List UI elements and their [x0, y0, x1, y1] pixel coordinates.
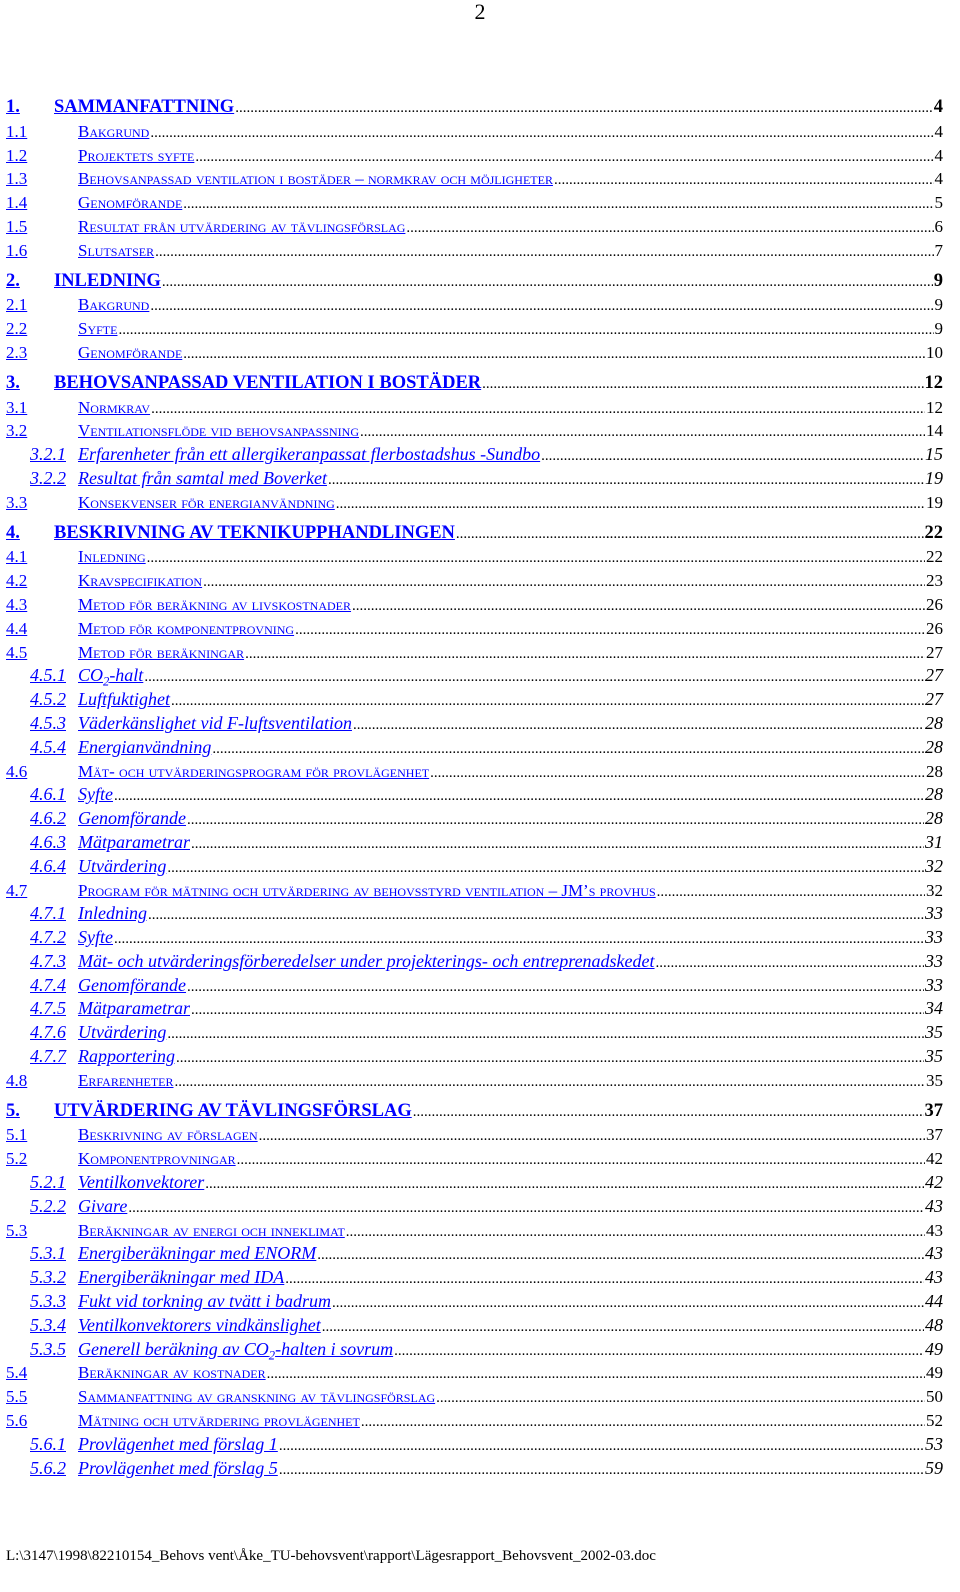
toc-entry-4-7-4[interactable] [6, 974, 943, 998]
toc-entry-page: 7 [934, 240, 943, 260]
dot-leader [147, 547, 925, 571]
toc-entry-page: 43 [926, 1220, 943, 1240]
dot-leader [541, 445, 924, 469]
toc-entry-title[interactable]: Utvärdering [78, 1022, 167, 1043]
toc-entry-5-3-1[interactable] [6, 1242, 943, 1266]
dot-leader [413, 1101, 924, 1125]
dot-leader [237, 1149, 925, 1173]
toc-entry-page: 12 [926, 397, 943, 417]
toc-entry-5-2-2[interactable] [6, 1195, 943, 1219]
dot-leader [482, 373, 923, 397]
toc-entry-5-2[interactable] [6, 1147, 943, 1171]
toc-entry-number[interactable]: 4.7.5 [30, 998, 66, 1019]
toc-entry-number[interactable]: 1. [6, 97, 20, 117]
toc-entry-title[interactable]: Givare [78, 1195, 128, 1216]
dot-leader [235, 97, 933, 121]
toc-entry-page: 34 [925, 998, 943, 1019]
toc-entry-title[interactable]: Mät- och utvärderingsförberedelser under projekterings- och entreprenadskedet [78, 950, 655, 971]
toc-entry-page: 28 [925, 736, 943, 757]
toc-entry-title[interactable]: Ventilkonvektorer [78, 1172, 205, 1193]
dot-leader [183, 343, 925, 367]
toc-entry-number[interactable]: 5.6.1 [30, 1433, 66, 1454]
toc-entry-3-1[interactable] [6, 396, 943, 420]
toc-entry-5-4[interactable] [6, 1361, 943, 1385]
toc-entry-title[interactable]: Erfarenheter [78, 1070, 174, 1090]
toc-entry-page: 28 [925, 712, 943, 733]
toc-entry-number[interactable]: 1.1 [6, 121, 28, 141]
toc-entry-title[interactable]: INLEDNING [54, 270, 161, 291]
dot-leader [657, 881, 925, 905]
toc-entry-title[interactable]: Normkrav [78, 397, 151, 417]
toc-entry-number[interactable]: 3.2.2 [30, 467, 66, 488]
dot-leader [195, 146, 933, 170]
dot-leader [456, 523, 924, 547]
dot-leader [212, 738, 924, 762]
toc-entry-5-2-1[interactable] [6, 1171, 943, 1195]
toc-entry-title[interactable]: Genomförande [78, 808, 186, 829]
toc-entry-title[interactable]: Bakgrund [78, 295, 150, 315]
toc-entry-title[interactable]: Energiberäkningar med IDA [78, 1267, 285, 1288]
dot-leader [176, 1047, 924, 1071]
toc-entry-title[interactable]: Behovsanpassad ventilation i bostäder – normkrav och möjligheter [78, 169, 553, 189]
toc-entry-number[interactable]: 4. [6, 522, 20, 543]
toc-entry-page: 44 [925, 1291, 943, 1312]
toc-entry-number[interactable]: 3.3 [6, 492, 28, 512]
toc-entry-number[interactable]: 2.2 [6, 319, 28, 339]
toc-entry-4-7-6[interactable] [6, 1021, 943, 1045]
toc-entry-page: 49 [926, 1363, 943, 1383]
dot-leader [259, 1125, 925, 1149]
toc-entry-page: 4 [934, 121, 943, 141]
toc-entry-number[interactable]: 4.2 [6, 571, 28, 591]
subscript: 2 [103, 674, 110, 689]
toc-entry-title[interactable]: Väderkänslighet vid F-luftsventilation [78, 712, 352, 733]
dot-leader [150, 295, 933, 319]
toc-entry-2[interactable] [6, 270, 943, 294]
toc-entry-title[interactable]: SAMMANFATTNING [54, 97, 235, 117]
toc-entry-number[interactable]: 5.5 [6, 1387, 28, 1407]
toc-entry-title[interactable]: Metod för beräkningar [78, 642, 245, 662]
toc-entry-page: 50 [926, 1387, 943, 1407]
toc-entry-number[interactable]: 5.2 [6, 1149, 28, 1169]
toc-entry-number[interactable]: 4.7.3 [30, 950, 66, 971]
toc-entry-5-1[interactable] [6, 1123, 943, 1147]
toc-entry-page: 42 [926, 1149, 943, 1169]
toc-entry-page: 48 [925, 1314, 943, 1335]
toc-entry-5-5[interactable] [6, 1385, 943, 1409]
toc-entry-title[interactable]: Erfarenheter från ett allergikeranpassat flerbostadshus -Sundbo [78, 444, 541, 465]
dot-leader [150, 122, 933, 146]
dot-leader [360, 421, 925, 445]
toc-entry-number[interactable]: 4.7.6 [30, 1022, 66, 1043]
dot-leader [346, 1221, 925, 1245]
toc-entry-number[interactable]: 1.3 [6, 169, 28, 189]
dot-leader [167, 1023, 924, 1047]
dot-leader [114, 785, 924, 809]
toc-entry-number[interactable]: 5.3.3 [30, 1291, 66, 1312]
toc-entry-number[interactable]: 5.3 [6, 1220, 28, 1240]
toc-entry-title[interactable]: Resultat från utvärdering av tävlingsförslag [78, 216, 406, 236]
toc-entry-number[interactable]: 5.6 [6, 1411, 28, 1431]
toc-entry-number[interactable]: 5.2.2 [30, 1195, 66, 1216]
dot-leader [148, 904, 924, 928]
toc-entry-page: 43 [925, 1195, 943, 1216]
toc-entry-page: 33 [925, 950, 943, 971]
toc-entry-number[interactable]: 5.2.1 [30, 1172, 66, 1193]
toc-entry-number[interactable]: 4.4 [6, 618, 28, 638]
toc-entry-number[interactable]: 5.3.4 [30, 1314, 66, 1335]
toc-entry-title[interactable]: Syfte [78, 927, 113, 948]
toc-entry-title[interactable]: Mätning och utvärdering provlägenhet [78, 1411, 360, 1431]
toc-entry-5-3[interactable] [6, 1219, 943, 1243]
toc-entry-number[interactable]: 4.5.2 [30, 689, 66, 710]
toc-entry-4-8[interactable] [6, 1069, 943, 1093]
dot-leader [128, 1197, 924, 1221]
toc-entry-title[interactable]: Program för mätning och utvärdering av behovsstyrd ventilation – JM’s provhus [78, 880, 656, 900]
toc-entry-title[interactable]: Beskrivning av förslagen [78, 1125, 258, 1145]
toc-entry-page: 26 [926, 594, 943, 614]
toc-entry-number[interactable]: 3.2.1 [30, 444, 66, 465]
dot-leader [267, 1363, 925, 1387]
toc-entry-4-5-3[interactable] [6, 712, 943, 736]
toc-entry-4-7-3[interactable] [6, 950, 943, 974]
toc-entry-3[interactable] [6, 372, 943, 396]
toc-entry-5-3-3[interactable] [6, 1290, 943, 1314]
toc-entry-page: 31 [925, 831, 943, 852]
dot-leader [317, 1244, 924, 1268]
toc-entry-number[interactable]: 4.6.1 [30, 784, 66, 805]
toc-entry-title[interactable]: Beräkningar av kostnader [78, 1363, 266, 1383]
page-number: 2 [474, 0, 486, 24]
toc-entry-page: 9 [934, 319, 943, 339]
dot-leader [332, 1292, 924, 1316]
toc-entry-number[interactable]: 4.6.4 [30, 855, 66, 876]
dot-leader [203, 571, 925, 595]
toc-entry-page: 53 [925, 1433, 943, 1454]
toc-entry-title[interactable]: Inledning [78, 547, 146, 567]
toc-entry-page: 27 [925, 689, 943, 710]
toc-entry-number[interactable]: 1.2 [6, 145, 28, 165]
toc-entry-page: 5 [934, 193, 943, 213]
toc-entry-number[interactable]: 4.7 [6, 880, 28, 900]
toc-entry-4-7-2[interactable] [6, 926, 943, 950]
toc-entry-number[interactable]: 2.1 [6, 295, 28, 315]
dot-leader [352, 595, 925, 619]
toc-entry-page: 4 [934, 169, 943, 189]
toc-entry-page: 14 [926, 421, 943, 441]
toc-entry-number[interactable]: 5.6.2 [30, 1457, 66, 1478]
dot-leader [436, 1387, 925, 1411]
toc-entry-title[interactable]: Energianvändning [78, 736, 212, 757]
toc-entry-page: 10 [926, 342, 943, 362]
toc-entry-page: 35 [925, 1046, 943, 1067]
dot-leader [144, 666, 924, 690]
toc-entry-number[interactable]: 1.4 [6, 193, 28, 213]
toc-entry-1-6[interactable] [6, 239, 943, 263]
toc-entry-4-7-1[interactable] [6, 902, 943, 926]
dot-leader [322, 1316, 924, 1340]
toc-entry-4-7[interactable] [6, 879, 943, 903]
toc-entry-page: 43 [925, 1267, 943, 1288]
toc-entry-5[interactable] [6, 1100, 943, 1124]
toc-entry-number[interactable]: 1.5 [6, 216, 28, 236]
toc-entry-title[interactable]: Syfte [78, 784, 113, 805]
toc-entry-page: 32 [926, 880, 943, 900]
dot-leader [118, 319, 933, 343]
toc-entry-title[interactable]: Mät- och utvärderingsprogram för provlägenhet [78, 761, 430, 781]
toc-entry-title[interactable]: Genomförande [78, 342, 183, 362]
dot-leader [336, 493, 925, 517]
toc-entry-title[interactable]: Ventilationsflöde vid behovsanpassning [78, 421, 360, 441]
toc-entry-1-5[interactable] [6, 215, 943, 239]
toc-entry-page: 28 [926, 761, 943, 781]
toc-entry-page: 28 [925, 808, 943, 829]
toc-entry-page: 12 [924, 372, 943, 393]
toc-entry-number[interactable]: 5.4 [6, 1363, 28, 1383]
toc-entry-title[interactable]: Slutsatser [78, 240, 155, 260]
toc-entry-1-3[interactable] [6, 167, 943, 191]
dot-leader [328, 469, 924, 493]
dot-leader [114, 928, 924, 952]
toc-entry-page: 33 [925, 903, 943, 924]
dot-leader [187, 809, 924, 833]
dot-leader [191, 833, 924, 857]
toc-entry-page: 35 [925, 1022, 943, 1043]
toc-entry-title[interactable]: Generell beräkning av $CO_2$-halten i sovrum [78, 1338, 394, 1363]
toc-entry-page: 27 [925, 665, 943, 686]
toc-entry-2-3[interactable] [6, 341, 943, 365]
toc-entry-number[interactable]: 4.6 [6, 761, 28, 781]
dot-leader [175, 1071, 926, 1095]
toc-entry-5-6-2[interactable] [6, 1457, 943, 1481]
toc-entry-number[interactable]: 4.3 [6, 594, 28, 614]
dot-leader [285, 1268, 924, 1292]
toc-entry-number[interactable]: 4.6.2 [30, 808, 66, 829]
toc-entry-title[interactable]: Genomförande [78, 193, 183, 213]
toc-entry-4-7-5[interactable] [6, 997, 943, 1021]
toc-entry-3-2-2[interactable] [6, 467, 943, 491]
toc-entry-title[interactable]: Inledning [78, 903, 147, 924]
toc-entry-title[interactable]: $CO_2$-halt [78, 665, 144, 689]
toc-entry-title[interactable]: BEHOVSANPASSAD VENTILATION I BOSTÄDER [54, 372, 482, 393]
toc-entry-4-6[interactable] [6, 760, 943, 784]
toc-entry-page: 33 [925, 974, 943, 995]
dot-leader [205, 1173, 924, 1197]
toc-entry-title[interactable]: Resultat från samtal med Boverket [78, 467, 327, 488]
toc-entry-1-1[interactable] [6, 120, 943, 144]
toc-entry-4-1[interactable] [6, 545, 943, 569]
toc-entry-title[interactable]: Sammanfattning av granskning av tävlingsförslag [78, 1387, 436, 1407]
file-path-footer: L:\3147\1998\82210154_Behovs vent\Åke_TU-behovsvent\rapport\Lägesrapport_Behovsvent_2002-03.doc [6, 1548, 656, 1564]
toc-entry-title[interactable]: Bakgrund [78, 121, 150, 141]
toc-entry-page: 4 [934, 145, 943, 165]
toc-entry-title[interactable]: UTVÄRDERING AV TÄVLINGSFÖRSLAG [54, 1100, 412, 1121]
toc-entry-number[interactable]: 4.5 [6, 642, 28, 662]
dot-leader [361, 1411, 925, 1435]
toc-entry-2-1[interactable] [6, 293, 943, 317]
toc-entry-1-4[interactable] [6, 191, 943, 215]
table-of-contents [6, 96, 943, 1480]
toc-entry-title[interactable]: Luftfuktighet [78, 689, 170, 710]
dot-leader [155, 241, 933, 265]
toc-entry-number[interactable]: 5. [6, 1100, 20, 1121]
toc-entry-title[interactable]: Ventilkonvektorers vindkänslighet [78, 1314, 321, 1335]
dot-leader [171, 690, 924, 714]
toc-entry-page: 15 [925, 444, 943, 465]
toc-entry-title[interactable]: Fukt vid torkning av tvätt i badrum [78, 1291, 331, 1312]
toc-entry-number[interactable]: 5.3.2 [30, 1267, 66, 1288]
toc-entry-page: 49 [925, 1338, 943, 1359]
toc-entry-4[interactable] [6, 522, 943, 546]
toc-entry-4-2[interactable] [6, 569, 943, 593]
toc-entry-4-6-2[interactable] [6, 807, 943, 831]
toc-entry-page: 19 [925, 467, 943, 488]
toc-entry-title[interactable]: Komponentprovningar [78, 1149, 236, 1169]
toc-entry-title[interactable]: Provlägenhet med förslag 1 [78, 1433, 278, 1454]
toc-entry-page: 43 [925, 1243, 943, 1264]
toc-entry-3-2[interactable] [6, 419, 943, 443]
toc-entry-title[interactable]: Mätparametrar [78, 998, 190, 1019]
toc-entry-4-7-7[interactable] [6, 1045, 943, 1069]
toc-entry-page: 28 [925, 784, 943, 805]
toc-entry-number[interactable]: 4.8 [6, 1070, 28, 1090]
toc-entry-number[interactable]: 4.6.3 [30, 831, 66, 852]
toc-entry-title[interactable]: Metod för komponentprovning [78, 618, 295, 638]
toc-entry-4-5-4[interactable] [6, 736, 943, 760]
toc-entry-page: 37 [924, 1100, 943, 1121]
toc-entry-number[interactable]: 4.5.1 [30, 665, 66, 686]
toc-entry-page: 26 [926, 618, 943, 638]
toc-entry-number[interactable]: 4.7.1 [30, 903, 66, 924]
toc-entry-5-6-1[interactable] [6, 1433, 943, 1457]
toc-entry-title[interactable]: Mätparametrar [78, 831, 190, 852]
dot-leader [162, 271, 933, 295]
toc-entry-title[interactable]: Beräkningar av energi och inneklimat [78, 1220, 345, 1240]
toc-entry-page: 19 [926, 492, 943, 512]
toc-entry-title[interactable]: Metod för beräkning av livskostnader [78, 594, 352, 614]
toc-entry-5-3-5[interactable] [6, 1338, 943, 1362]
toc-entry-page: 59 [925, 1457, 943, 1478]
dot-leader [187, 976, 924, 1000]
toc-entry-page: 33 [925, 927, 943, 948]
toc-entry-title[interactable]: Syfte [78, 319, 118, 339]
subscript: 2 [268, 1348, 276, 1363]
toc-entry-page: 9 [933, 270, 943, 291]
toc-entry-number[interactable]: 3.2 [6, 421, 28, 441]
dot-leader [167, 857, 924, 881]
toc-entry-number[interactable]: 4.5.4 [30, 736, 66, 757]
dot-leader [295, 619, 925, 643]
toc-entry-title[interactable]: Kravspecifikation [78, 571, 203, 591]
toc-entry-page: 42 [925, 1172, 943, 1193]
toc-entry-4-5-1[interactable] [6, 664, 943, 688]
toc-entry-5-3-2[interactable] [6, 1266, 943, 1290]
toc-entry-number[interactable]: 4.1 [6, 547, 28, 567]
toc-entry-4-6-1[interactable] [6, 783, 943, 807]
toc-entry-page: 22 [924, 522, 943, 543]
toc-entry-number[interactable]: 1.6 [6, 240, 28, 260]
toc-entry-title[interactable]: Genomförande [78, 974, 186, 995]
toc-entry-number[interactable]: 4.7.2 [30, 927, 66, 948]
toc-entry-page: 35 [926, 1070, 943, 1090]
toc-entry-page: 32 [925, 855, 943, 876]
toc-entry-title[interactable]: Projektets syfte [78, 145, 195, 165]
toc-entry-1-2[interactable] [6, 144, 943, 168]
toc-entry-5-3-4[interactable] [6, 1314, 943, 1338]
toc-entry-number[interactable]: 4.7.4 [30, 974, 66, 995]
toc-entry-page: 6 [934, 216, 943, 236]
dot-leader [406, 217, 933, 241]
dot-leader [151, 398, 925, 422]
toc-entry-page: 37 [926, 1125, 943, 1145]
toc-entry-title[interactable]: Utvärdering [78, 855, 167, 876]
toc-entry-4-5[interactable] [6, 641, 943, 665]
toc-entry-title[interactable]: Provlägenhet med förslag 5 [78, 1457, 278, 1478]
toc-entry-title[interactable]: Energiberäkningar med ENORM [78, 1243, 317, 1264]
dot-leader [656, 952, 924, 976]
toc-entry-4-4[interactable] [6, 617, 943, 641]
toc-entry-number[interactable]: 5.1 [6, 1125, 28, 1145]
toc-entry-page: 22 [926, 547, 943, 567]
toc-entry-title[interactable]: Rapportering [78, 1046, 175, 1067]
toc-entry-3-3[interactable] [6, 491, 943, 515]
dot-leader [183, 193, 933, 217]
dot-leader [245, 643, 925, 667]
toc-entry-5-6[interactable] [6, 1409, 943, 1433]
toc-entry-3-2-1[interactable] [6, 443, 943, 467]
toc-entry-1[interactable] [6, 96, 943, 120]
toc-entry-number[interactable]: 2.3 [6, 342, 28, 362]
toc-entry-page: 23 [926, 571, 943, 591]
dot-leader [430, 762, 925, 786]
toc-entry-page: 4 [933, 97, 943, 117]
toc-entry-4-6-3[interactable] [6, 831, 943, 855]
toc-entry-4-3[interactable] [6, 593, 943, 617]
dot-leader [394, 1340, 924, 1364]
toc-entry-number[interactable]: 2. [6, 270, 20, 291]
toc-entry-number[interactable]: 4.7.7 [30, 1046, 66, 1067]
toc-entry-4-6-4[interactable] [6, 855, 943, 879]
toc-entry-number[interactable]: 5.3.5 [30, 1338, 66, 1359]
toc-entry-page: 9 [934, 295, 943, 315]
toc-entry-2-2[interactable] [6, 317, 943, 341]
dot-leader [279, 1459, 924, 1483]
toc-entry-number[interactable]: 4.5.3 [30, 712, 66, 733]
toc-entry-title[interactable]: BESKRIVNING AV TEKNIKUPPHANDLINGEN [54, 522, 455, 543]
toc-entry-number[interactable]: 5.3.1 [30, 1243, 66, 1264]
dot-leader [353, 714, 924, 738]
toc-entry-number[interactable]: 3. [6, 372, 20, 393]
toc-entry-page: 52 [926, 1411, 943, 1431]
dot-leader [554, 169, 934, 193]
toc-entry-title[interactable]: Konsekvenser för energianvändning [78, 492, 335, 512]
dot-leader [191, 999, 924, 1023]
toc-entry-number[interactable]: 3.1 [6, 397, 28, 417]
toc-entry-page: 27 [926, 642, 943, 662]
dot-leader [279, 1435, 924, 1459]
toc-entry-4-5-2[interactable] [6, 688, 943, 712]
